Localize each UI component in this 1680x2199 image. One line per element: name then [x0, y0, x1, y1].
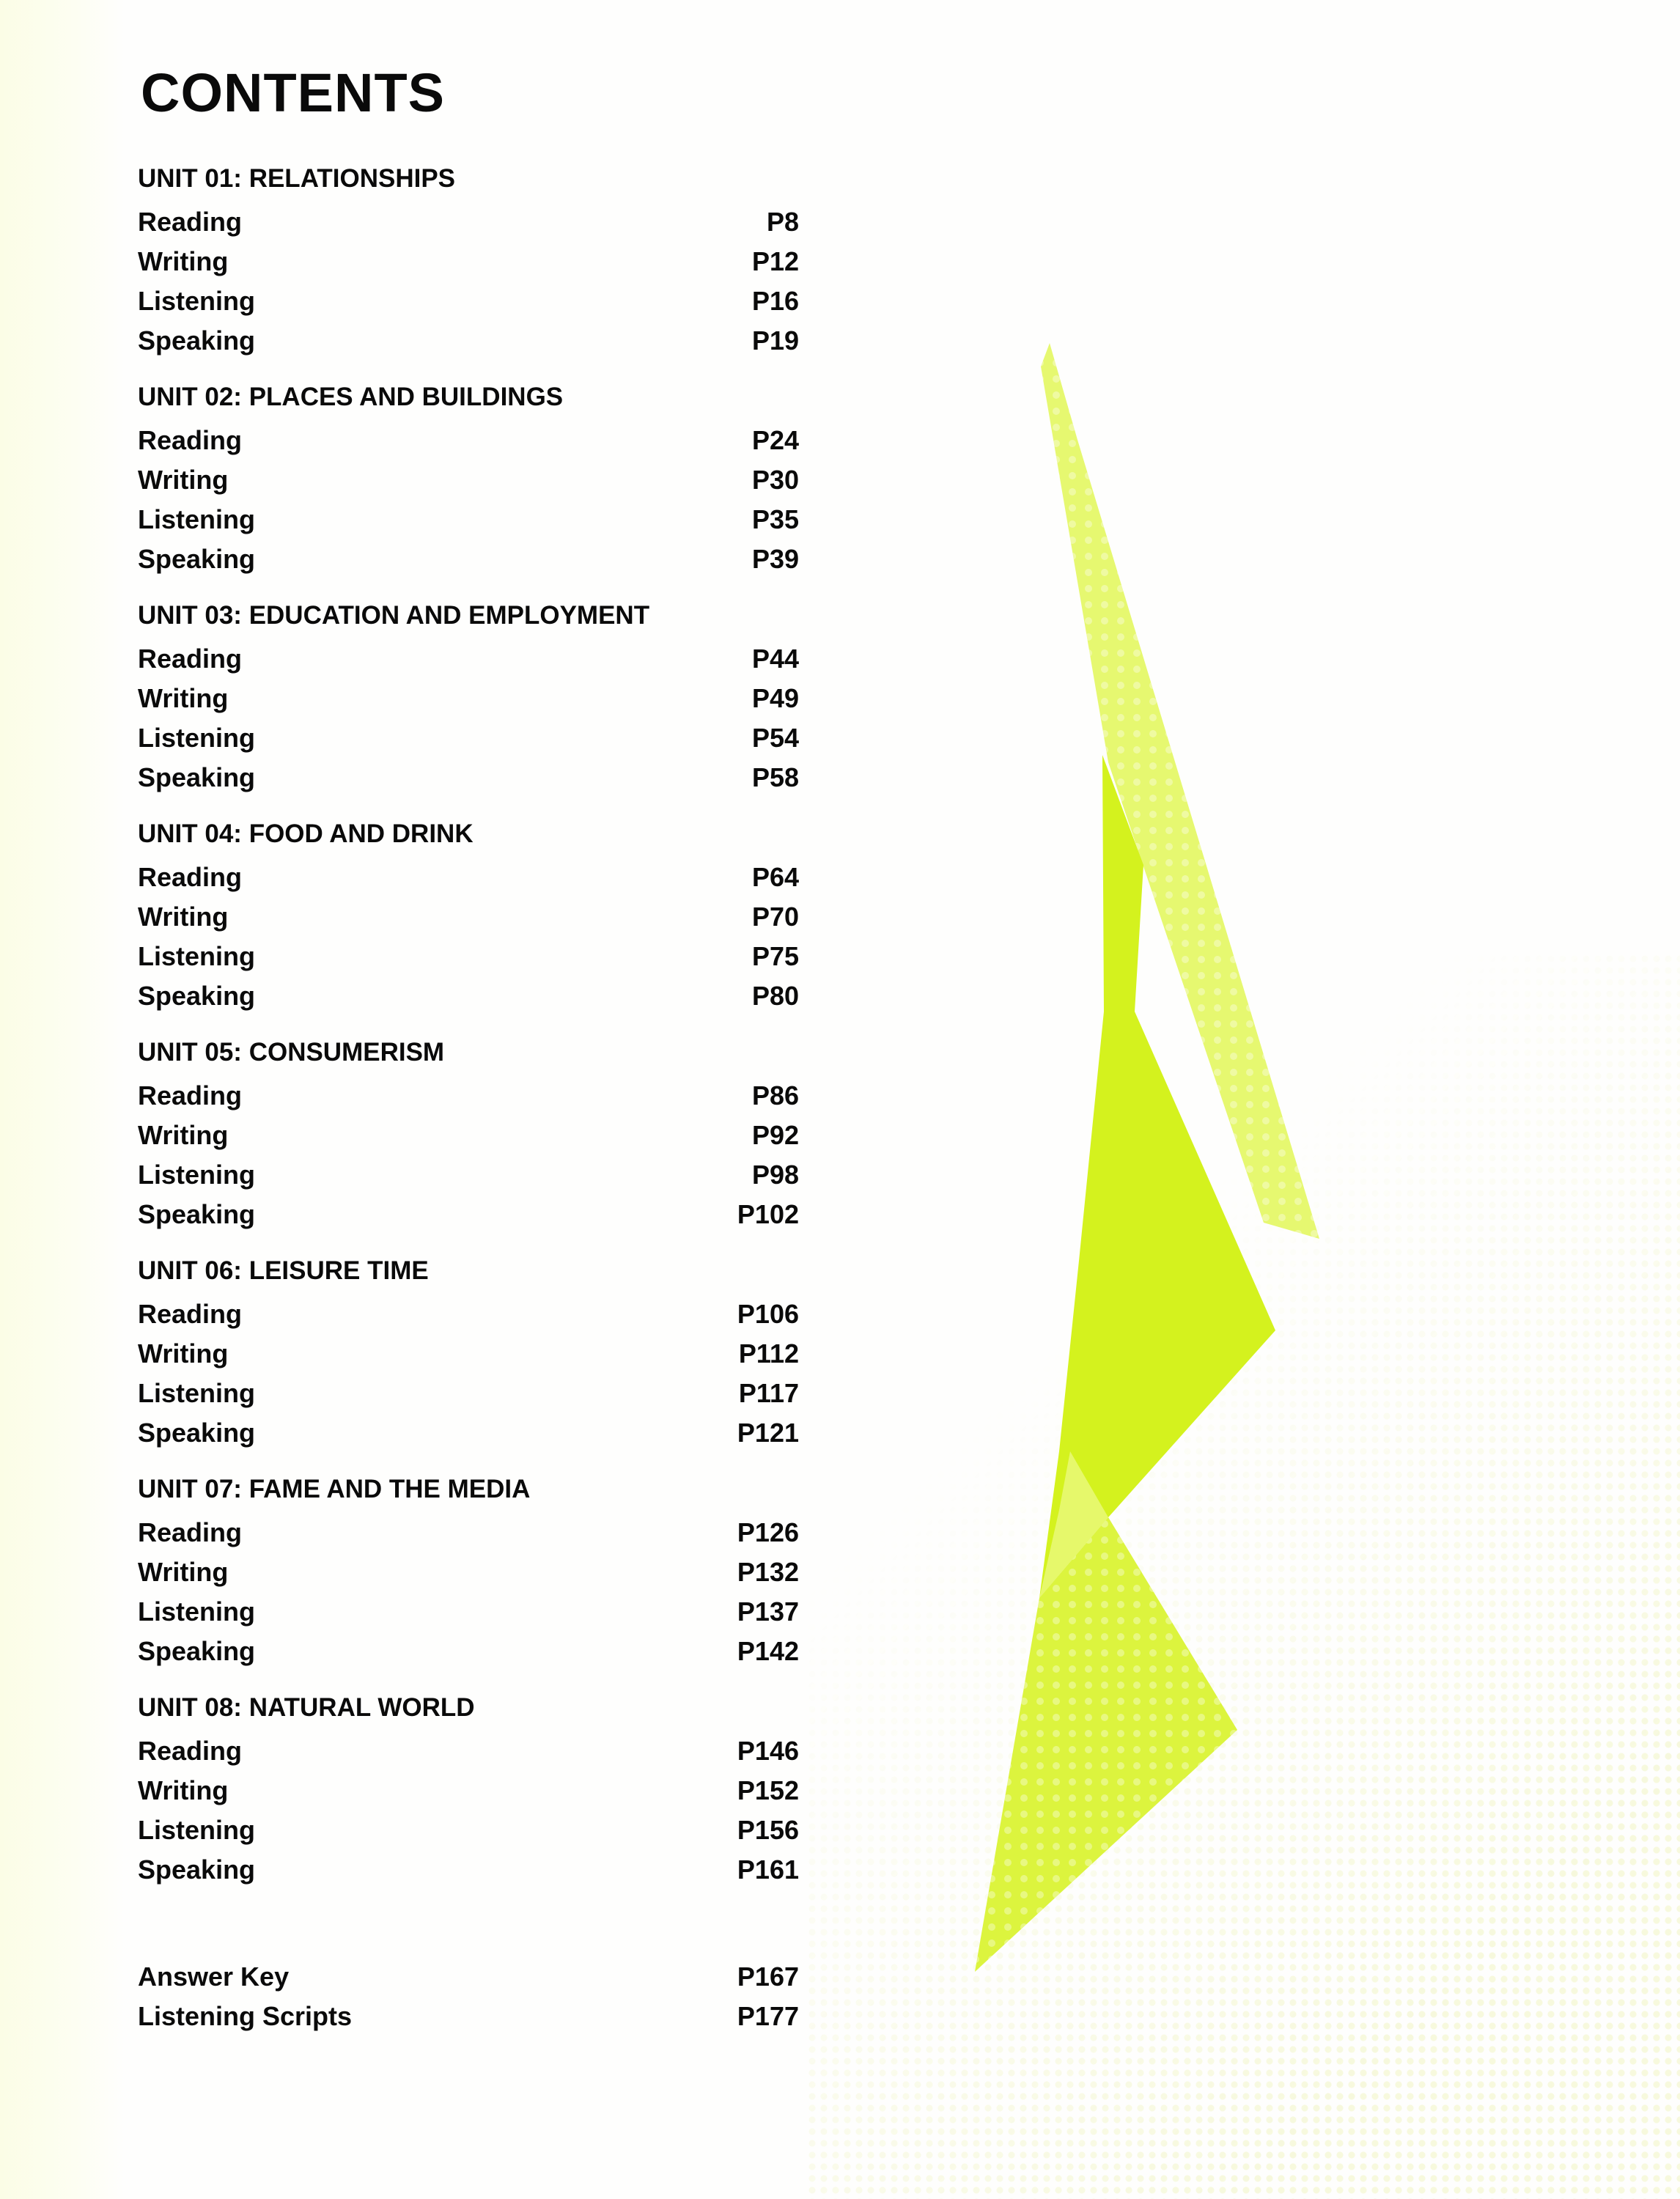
entry-page-number: P156: [737, 1815, 799, 1845]
entry-page-number: P132: [737, 1557, 799, 1587]
unit-04: [138, 817, 797, 1016]
entry-page-number: P54: [751, 723, 799, 753]
unit-heading: UNIT 08: NATURAL WORLD: [138, 1693, 475, 1722]
entry-page-number: P19: [751, 325, 799, 356]
toc-entry[interactable]: [138, 1076, 797, 1116]
unit-heading: UNIT 06: LEISURE TIME: [138, 1256, 429, 1285]
entry-label: Speaking: [138, 1636, 256, 1666]
toc-entry[interactable]: [138, 1731, 797, 1771]
entry-label: Answer Key: [138, 1962, 290, 1992]
toc-entry[interactable]: [138, 679, 797, 718]
entry-page-number: P126: [737, 1517, 799, 1547]
unit-01: [138, 161, 797, 361]
unit-heading: UNIT 04: FOOD AND DRINK: [138, 819, 474, 848]
entry-page-number: P16: [751, 286, 799, 316]
toc-entry[interactable]: [138, 500, 797, 539]
entry-page-number: P112: [738, 1338, 799, 1369]
entry-page-number: P8: [766, 207, 799, 237]
entry-label: Speaking: [138, 544, 256, 574]
toc-entry[interactable]: [138, 718, 797, 758]
toc-entry-answer-key[interactable]: [138, 1957, 797, 1997]
entry-page-number: P86: [751, 1080, 799, 1110]
entry-page-number: P75: [751, 941, 799, 971]
toc-entry[interactable]: [138, 1374, 797, 1413]
entry-page-number: P98: [751, 1160, 799, 1190]
unit-heading: UNIT 02: PLACES AND BUILDINGS: [138, 383, 564, 411]
entry-page-number: P102: [737, 1199, 799, 1229]
unit-08: [138, 1690, 797, 1890]
entry-label: Reading: [138, 1299, 243, 1329]
entry-label: Speaking: [138, 981, 256, 1011]
toc-entry[interactable]: [138, 1632, 797, 1671]
entry-label: Reading: [138, 1517, 243, 1547]
unit-02: [138, 380, 797, 579]
toc-entry[interactable]: [138, 1294, 797, 1334]
toc-entry[interactable]: [138, 321, 797, 361]
toc-entry[interactable]: [138, 460, 797, 500]
toc-entry[interactable]: [138, 897, 797, 937]
toc-entry[interactable]: [138, 639, 797, 679]
toc-entry[interactable]: [138, 758, 797, 798]
toc-entry[interactable]: [138, 421, 797, 460]
entry-label: Reading: [138, 425, 243, 455]
entry-page-number: P30: [751, 465, 799, 495]
toc-entry[interactable]: [138, 1513, 797, 1552]
lower-triangle-dots: [975, 1517, 1237, 1972]
entry-page-number: P177: [737, 2001, 799, 2031]
unit-05: [138, 1035, 797, 1234]
entry-label: Reading: [138, 862, 243, 892]
entry-label: Speaking: [138, 1199, 256, 1229]
entry-label: Listening: [138, 1596, 255, 1627]
entry-label: Speaking: [138, 1854, 256, 1885]
toc-entry[interactable]: [138, 937, 797, 976]
unit-06: [138, 1253, 797, 1453]
entry-label: Reading: [138, 1736, 243, 1766]
entry-label: Reading: [138, 207, 243, 237]
entry-label: Speaking: [138, 1418, 256, 1448]
entry-page-number: P92: [751, 1120, 799, 1150]
entry-label: Writing: [138, 902, 229, 932]
toc-entry[interactable]: [138, 1413, 797, 1453]
entry-page-number: P80: [751, 981, 799, 1011]
entry-label: Listening: [138, 941, 255, 971]
entry-page-number: P146: [737, 1736, 799, 1766]
entry-label: Listening: [138, 286, 255, 316]
entry-label: Writing: [138, 1120, 229, 1150]
entry-label: Speaking: [138, 325, 256, 356]
entry-label: Writing: [138, 683, 229, 713]
toc-entry[interactable]: [138, 242, 797, 281]
entry-page-number: P121: [737, 1418, 799, 1448]
entry-page-number: P44: [751, 644, 799, 674]
unit-03: [138, 598, 797, 798]
entry-page-number: P58: [751, 762, 799, 792]
toc-entry[interactable]: [138, 1592, 797, 1632]
entry-page-number: P152: [737, 1775, 799, 1805]
entry-page-number: P137: [737, 1596, 799, 1627]
entry-page-number: P167: [737, 1962, 799, 1992]
entry-label: Writing: [138, 1775, 229, 1805]
appendix-entries: [138, 1957, 797, 2036]
entry-page-number: P49: [751, 683, 799, 713]
entry-label: Listening: [138, 1815, 255, 1845]
toc-entry-listening-scripts[interactable]: [138, 1997, 797, 2036]
entry-label: Listening Scripts: [138, 2001, 353, 2031]
toc-entry[interactable]: [138, 1811, 797, 1850]
entry-page-number: P161: [737, 1854, 799, 1885]
entry-page-number: P64: [751, 862, 799, 892]
entry-label: Writing: [138, 1338, 229, 1369]
unit-heading: UNIT 05: CONSUMERISM: [138, 1038, 445, 1067]
toc-entry[interactable]: [138, 1155, 797, 1195]
entry-label: Reading: [138, 644, 243, 674]
entry-label: Reading: [138, 1080, 243, 1110]
entry-page-number: P35: [751, 504, 799, 534]
entry-label: Writing: [138, 246, 229, 276]
entry-label: Listening: [138, 504, 255, 534]
entry-page-number: P70: [751, 902, 799, 932]
entry-page-number: P24: [751, 425, 799, 455]
entry-label: Listening: [138, 723, 255, 753]
entry-page-number: P142: [737, 1636, 799, 1666]
unit-heading: UNIT 07: FAME AND THE MEDIA: [138, 1475, 531, 1503]
toc-entry[interactable]: [138, 1195, 797, 1234]
entry-page-number: P12: [751, 246, 799, 276]
toc-entry[interactable]: [138, 858, 797, 897]
toc-entry[interactable]: [138, 1552, 797, 1592]
entry-label: Writing: [138, 1557, 229, 1587]
unit-heading: UNIT 03: EDUCATION AND EMPLOYMENT: [138, 601, 650, 630]
toc-entry[interactable]: [138, 539, 797, 579]
entry-page-number: P106: [737, 1299, 799, 1329]
entry-label: Listening: [138, 1160, 255, 1190]
entry-label: Writing: [138, 465, 229, 495]
entry-page-number: P117: [738, 1378, 799, 1408]
entry-page-number: P39: [751, 544, 799, 574]
table-of-contents: [138, 62, 799, 2036]
toc-entry[interactable]: [138, 202, 797, 242]
toc-entry[interactable]: [138, 1850, 797, 1890]
toc-entry[interactable]: [138, 1334, 797, 1374]
toc-entry[interactable]: [138, 281, 797, 321]
upper-sliver-dots: [1041, 343, 1319, 1239]
unit-07: [138, 1472, 797, 1671]
toc-entry[interactable]: [138, 976, 797, 1016]
entry-label: Speaking: [138, 762, 256, 792]
entry-label: Listening: [138, 1378, 255, 1408]
page-title: CONTENTS: [141, 62, 445, 123]
unit-heading: UNIT 01: RELATIONSHIPS: [138, 164, 456, 193]
toc-entry[interactable]: [138, 1771, 797, 1811]
toc-entry[interactable]: [138, 1116, 797, 1155]
